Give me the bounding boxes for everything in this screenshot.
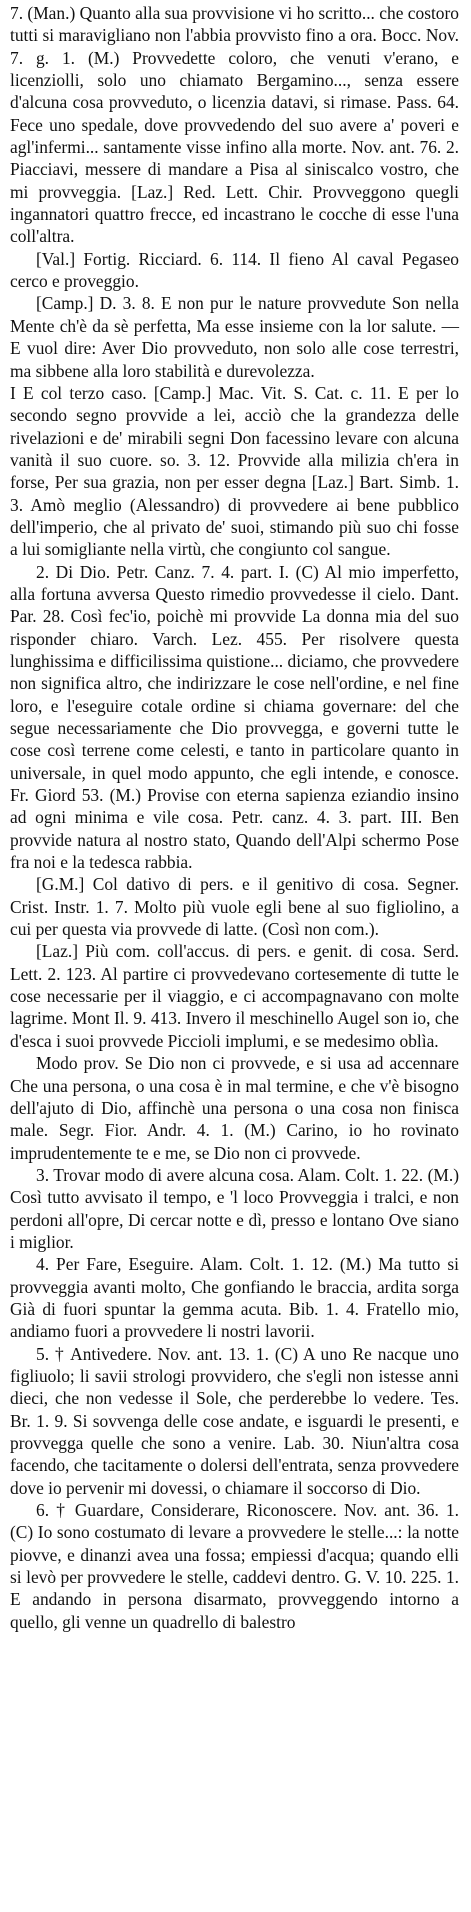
paragraph-sense-5: 5. † Antivedere. Nov. ant. 13. 1. (C) A uno Re nacque uno figliuolo; li savii strologi provvidero, che s'egli non istesse anni dieci, che non vedesse il Sole, che perderebbe lo vedere. Tes. Br. 1. 9. Si sovvenga delle cose andate, e isguardi le presenti, e provvegga quelle che sono a venire. Lab. 30. Niun'altra cosa facendo, che tacitamente o dolersi dell'entrata, senza provvedere dove io pervenir mi dovessi, o chiamare il soccorso di Dio. <box>10 1343 459 1498</box>
paragraph-sense-6: 6. † Guardare, Considerare, Riconoscere. Nov. ant. 36. 1. (C) Io sono costumato di levare a provvedere le stelle...: la notte piovve, e dinanzi avea una fossa; empiessi d'acqua; quando elli si levò per provvedere le stelle, caddevi dentro. G. V. 10. 225. 1. E andando in persona disarmato, provveggendo intorno a quello, gli venne un quadrello di balestro <box>10 1500 459 1632</box>
paragraph-sense-3: 3. Trovar modo di avere alcuna cosa. Alam. Colt. 1. 22. (M.) Così tutto avvisato il tempo, e 'l loco Provveggia i tralci, e non perdoni all'opre, Di cercar notte e dì, presso e lontano Ove siano i miglior. <box>10 1164 459 1252</box>
paragraph-modo-prov: Modo prov. Se Dio non ci provvede, e si usa ad accennare Che una persona, o una cosa è in mal termine, e che v'è bisogno dell'ajuto di Dio, affinchè una persona o una cosa non finisca male. Segr. Fior. Andr. 4. 1. (M.) Carino, io ho rovinato imprudentemente te e me, se Dio non ci provvede. <box>10 1053 459 1163</box>
paragraph-sense-4: 4. Per Fare, Eseguire. Alam. Colt. 1. 12. (M.) Ma tutto si provveggia avanti molto, Che gonfiando le braccia, ardita sorga Già di fuori spuntar la gemma acuta. Bib. 1. 4. Fratello mio, andiamo fuori a provvedere li nostri lavorii. <box>10 1254 459 1342</box>
paragraph-fortiguerri: [Val.] Fortig. Ricciard. 6. 114. Il fieno Al caval Pegaseo cerco e proveggio. <box>10 248 459 292</box>
paragraph-sense-di-dio: 2. Di Dio. Petr. Canz. 7. 4. part. I. (C) Al mio imperfetto, alla fortuna avversa Questo rimedio provvedesse il cielo. Dant. Par. 28. Così fec'io, poichè mi provvide La donna mia del suo risponder chiaro. Varch. Lez. 455. Per risolvere questa lunghissima e difficilissima quistione... diciamo, che provvedere non significa altro, che indirizzare le cose nell'ordine, e nel fine loro, e l'eseguire cotale ordine si chiama governare: del che segue necessariamente che Dio provvegga, e governi tutte le cose così terrene come celesti, e tanto in particolare quanto in universale, in quel modo appunto, che egli intende, e conosce. Fr. Giord 53. (M.) Provise con eterna sapienza eziandio insino ad ogni minima e vile cosa. Petr. canz. 4. 3. part. III. Ben provvide natura al nostro stato, Quando dell'Alpi schermo Pose fra noi e la tedesca rabbia. <box>10 561 459 873</box>
paragraph-sense-7: 7. (Man.) Quanto alla sua provvisione vi ho scritto... che costoro tutti si maravigliano non l'abbia provvisto fino a ora. Bocc. Nov. 7. g. 1. (M.) Provvedette coloro, che venuti v'erano, e licenziolli, solo uno chiamato Bergamino..., senza essere d'alcuna cosa provveduto, o licenzia datavi, si rimase. Pass. 64. Fece uno spedale, dove provvedendo del suo avere a' poveri e agl'infermi... santamente visse infino alla morte. Nov. ant. 76. 2. Piacciavi, messere di mandare a Pisa al siniscalco vostro, che mi provveggia. [Laz.] Red. Lett. Chir. Provveggono quegli ingannatori quattro frecce, ed incastrano le cocche di esse l'una coll'altra. <box>10 3 459 247</box>
paragraph-dativo: [G.M.] Col dativo di pers. e il genitivo di cosa. Segner. Crist. Instr. 1. 7. Molto più vuole egli bene al suo figliolino, a cui per questa via provvede di latte. (Così non com.). <box>10 874 459 940</box>
paragraph-terzo-caso: I E col terzo caso. [Camp.] Mac. Vit. S. Cat. c. 11. E per lo secondo segno provvide a lei, acciò che la grandezza delle rivelazioni e de' mirabili segni Don facessino levare con alcuna vanità il suo cuore. so. 3. 12. Provvide alla milizia ch'era in forse, Per sua grazia, non per esser degna [Laz.] Bart. Simb. 1. 3. Amò meglio (Alessandro) di provvedere ai bene pubblico dell'imperio, che al privato de' suoi, stimando più suo chi fosse a lui somigliante nella virtù, che congiunto col sangue. <box>10 382 459 560</box>
paragraph-dante-par: [Camp.] D. 3. 8. E non pur le nature provvedute Son nella Mente ch'è da sè perfetta, Ma esse insieme con la lor salute. — E vuol dire: Aver Dio provveduto, non solo alle cose terrestri, ma sibbene alla loro stabilità e durevolezza. <box>10 293 459 381</box>
paragraph-accusativo: [Laz.] Più com. coll'accus. di pers. e genit. di cosa. Serd. Lett. 2. 123. Al partire ci provvedevano cortesemente di tutte le cose necessarie per il viaggio, e ci accompagnavano con molte lagrime. Mont Il. 9. 413. Invero il meschinello Augel son io, che d'esca i suoi provvede Piccioli implumi, e se medesimo oblìa. <box>10 941 459 1051</box>
